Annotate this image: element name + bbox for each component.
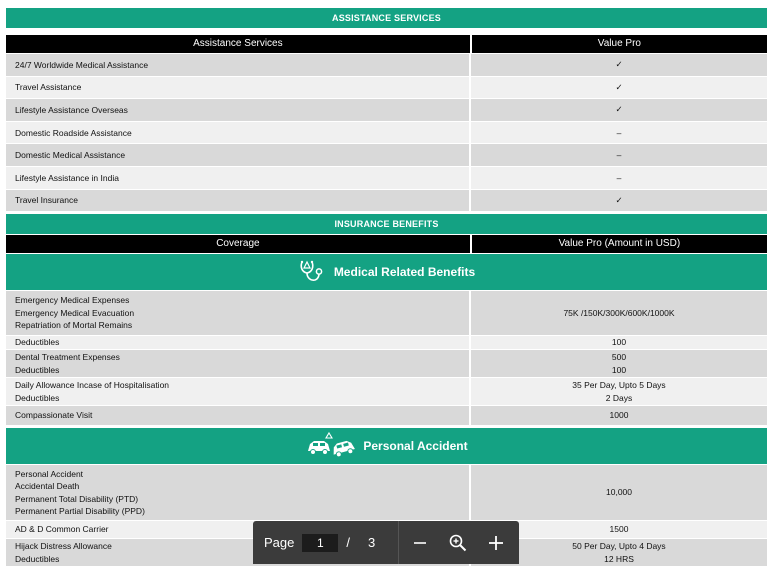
service-availability: ✓ — [615, 104, 623, 115]
amount-value: 10,000 — [606, 487, 632, 498]
amount-value: 1500 — [609, 524, 629, 535]
service-name: Domestic Roadside Assistance — [6, 122, 471, 144]
amount-value: 12 HRS — [604, 553, 634, 564]
table-row — [6, 166, 767, 189]
table-row — [6, 189, 767, 212]
service-availability: ✓ — [615, 194, 623, 205]
page-separator: / — [346, 535, 350, 550]
car-crash-icon — [305, 431, 357, 462]
coverage-label: Deductibles — [15, 392, 60, 403]
amount-value: 2 Days — [605, 392, 633, 403]
service-name: Lifestyle Assistance Overseas — [6, 99, 471, 121]
zoom-out-button[interactable] — [401, 521, 439, 564]
service-name: Lifestyle Assistance in India — [6, 167, 471, 189]
plus-icon — [488, 535, 504, 551]
service-availability: ✓ — [615, 81, 623, 92]
service-name: Travel Insurance — [6, 190, 471, 212]
personal-accident-header — [6, 428, 767, 464]
coverage-label: Emergency Medical Expenses — [15, 295, 130, 306]
assistance-header-row — [6, 35, 767, 53]
zoom-reset-button[interactable] — [439, 521, 477, 564]
minus-icon — [413, 536, 427, 550]
amount-cell — [471, 336, 767, 349]
service-availability: – — [616, 172, 622, 183]
insurance-benefits-table — [6, 214, 767, 566]
assistance-banner: ASSISTANCE SERVICES — [6, 8, 767, 28]
service-name: Travel Assistance — [6, 77, 471, 99]
service-availability: ✓ — [615, 59, 623, 70]
table-row — [6, 53, 767, 76]
total-pages: 3 — [368, 535, 376, 550]
table-row — [6, 377, 767, 405]
amount-value: 75K /150K/300K/600K/1000K — [563, 307, 675, 318]
amount-value: 1000 — [609, 410, 629, 421]
table-row — [6, 335, 767, 349]
coverage-label: Deductibles — [15, 553, 60, 564]
stethoscope-icon — [298, 259, 328, 286]
service-name: 24/7 Worldwide Medical Assistance — [6, 54, 471, 76]
service-name: Domestic Medical Assistance — [6, 144, 471, 166]
amount-cell — [471, 291, 767, 335]
table-row — [6, 143, 767, 166]
coverage-label: Permanent Total Disability (PTD) — [15, 493, 139, 504]
amount-cell — [471, 406, 767, 425]
amount-cell — [471, 378, 767, 405]
table-row — [6, 349, 767, 377]
magnifier-plus-icon — [449, 534, 467, 552]
page-number-input[interactable] — [302, 534, 338, 552]
assistance-services-table — [6, 8, 767, 211]
table-row — [6, 405, 767, 425]
coverage-label: Compassionate Visit — [15, 410, 93, 421]
coverage-label: Emergency Medical Evacuation — [15, 307, 135, 318]
coverage-cell — [6, 291, 471, 335]
pdf-page-toolbar — [253, 521, 519, 564]
coverage-col-header: Coverage — [6, 235, 472, 253]
amount-value: 500 — [611, 352, 627, 362]
table-row — [6, 464, 767, 520]
page-label: Page — [264, 535, 295, 550]
insurance-header-row — [6, 235, 767, 253]
amount-value: 50 Per Day, Upto 4 Days — [572, 541, 666, 551]
personal-accident-title: Personal Accident — [363, 439, 468, 453]
coverage-label: Daily Allowance Incase of Hospitalisation — [15, 380, 170, 390]
amount-value: 35 Per Day, Upto 5 Days — [572, 380, 666, 390]
coverage-cell — [6, 350, 471, 377]
table-row — [6, 76, 767, 99]
table-row — [6, 98, 767, 121]
coverage-label: Accidental Death — [15, 481, 80, 491]
amount-value: 100 — [611, 364, 627, 375]
table-row — [6, 121, 767, 144]
coverage-label: Deductibles — [15, 364, 60, 375]
coverage-label: Hijack Distress Allowance — [15, 541, 112, 551]
medical-benefits-header — [6, 254, 767, 290]
coverage-cell — [6, 336, 471, 349]
amount-col-header: Value Pro (Amount in USD) — [558, 238, 681, 249]
coverage-label: Dental Treatment Expenses — [15, 352, 120, 362]
amount-cell — [471, 465, 767, 520]
zoom-in-button[interactable] — [477, 521, 515, 564]
coverage-cell — [6, 406, 471, 425]
amount-value: 100 — [611, 337, 627, 348]
table-row — [6, 290, 767, 335]
insurance-banner: INSURANCE BENEFITS — [6, 214, 767, 234]
service-availability: – — [616, 150, 622, 161]
value-pro-col-header: Value Pro — [597, 38, 641, 49]
coverage-cell — [6, 378, 471, 405]
coverage-label: Permanent Partial Disability (PPD) — [15, 506, 145, 516]
coverage-label: Deductibles — [15, 337, 60, 348]
toolbar-divider — [398, 521, 399, 564]
coverage-label: Repatriation of Mortal Remains — [15, 320, 133, 331]
service-availability: – — [616, 127, 622, 138]
medical-benefits-title: Medical Related Benefits — [333, 265, 476, 279]
coverage-cell — [6, 465, 471, 520]
assistance-col-header: Assistance Services — [6, 35, 472, 53]
coverage-label: AD & D Common Carrier — [15, 524, 109, 535]
coverage-label: Personal Accident — [15, 468, 84, 479]
amount-cell — [471, 350, 767, 377]
